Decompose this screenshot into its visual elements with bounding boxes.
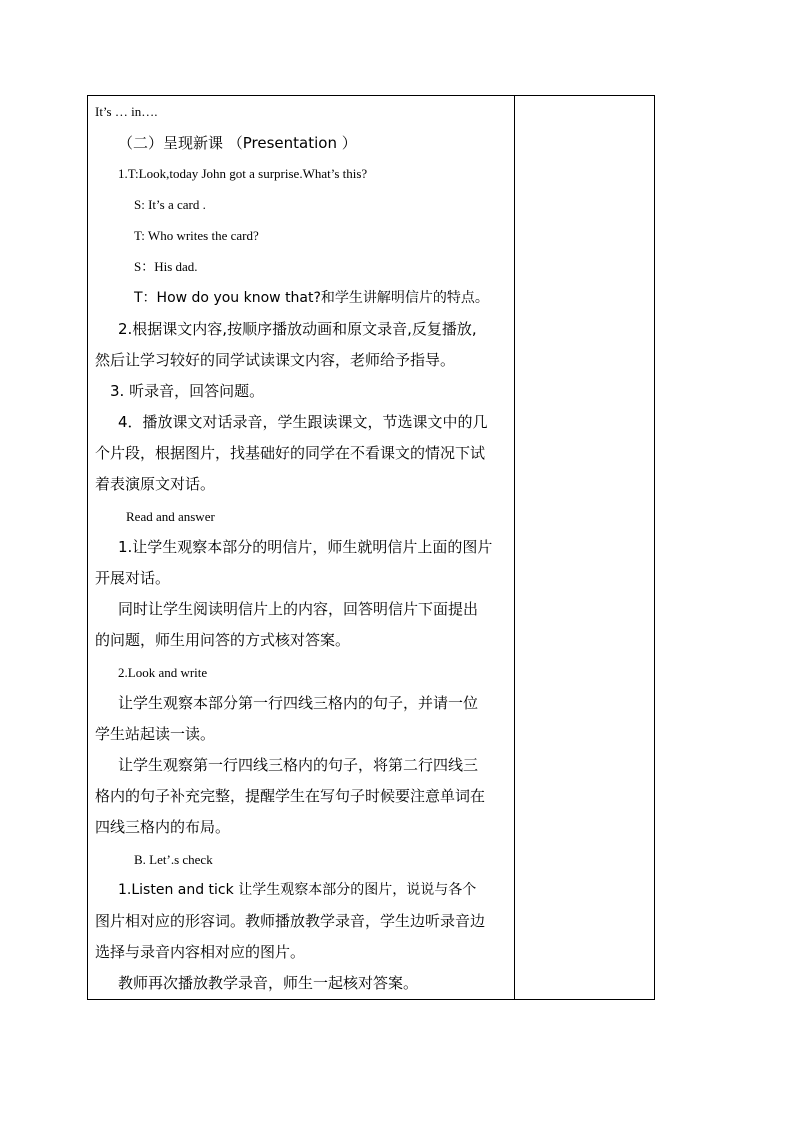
- text-line: 的问题，师生用问答的方式核对答案。: [95, 631, 351, 649]
- text-line: 同时让学生阅读明信片上的内容，回答明信片下面提出: [118, 600, 479, 618]
- subsection-heading: 2.Look and write: [118, 665, 208, 680]
- text-line: 然后让学习较好的同学试读课文内容，老师给予指导。: [95, 351, 456, 369]
- text-line: T：How do you know that?和学生讲解明信片的特点。: [134, 290, 489, 306]
- text-line: 1.T:Look,today John got a surprise.What’s this?: [118, 166, 368, 181]
- text-line: 3. 听录音，回答问题。: [110, 382, 265, 400]
- text-line: 2.根据课文内容,按顺序播放动画和原文录音,反复播放,: [118, 320, 477, 338]
- text-line: 格内的句子补充完整，提醒学生在写句子时候要注意单词在: [95, 787, 486, 805]
- text-line: 开展对话。: [95, 569, 171, 587]
- text-line: S：His dad.: [134, 259, 198, 274]
- text-line: 1.Listen and tick 让学生观察本部分的图片，说说与各个: [118, 882, 477, 898]
- text-line: 选择与录音内容相对应的图片。: [95, 943, 306, 961]
- text-line: T: Who writes the card?: [134, 228, 259, 243]
- subsection-heading: B. Let’.s check: [134, 852, 213, 867]
- text-line: 着表演原文对话。: [95, 475, 216, 493]
- section-heading: （二）呈现新课 （Presentation ）: [118, 134, 357, 152]
- text-line: It’s … in….: [95, 104, 158, 119]
- text-line: 教师再次播放教学录音，师生一起核对答案。: [118, 974, 419, 992]
- table-column-divider: [514, 95, 515, 1000]
- text-line: 4．播放课文对话录音，学生跟读课文，节选课文中的几: [118, 413, 488, 431]
- text-line: S: It’s a card .: [134, 197, 206, 212]
- text-line: 四线三格内的布局。: [95, 818, 231, 836]
- text-line: 图片相对应的形容词。教师播放教学录音，学生边听录音边: [95, 912, 486, 930]
- subsection-heading: Read and answer: [126, 509, 215, 524]
- text-line: 让学生观察本部分第一行四线三格内的句子，并请一位: [118, 694, 479, 712]
- text-line: 学生站起读一读。: [95, 725, 216, 743]
- text-line: 个片段，根据图片，找基础好的同学在不看课文的情况下试: [95, 444, 486, 462]
- text-line: 让学生观察第一行四线三格内的句子，将第二行四线三: [118, 756, 479, 774]
- text-line: 1.让学生观察本部分的明信片，师生就明信片上面的图片: [118, 538, 493, 556]
